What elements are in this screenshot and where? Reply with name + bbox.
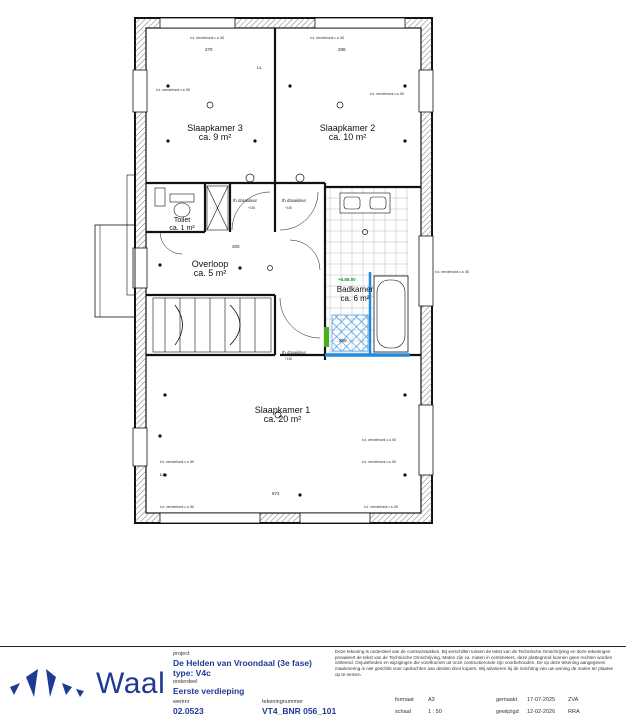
staircase	[153, 298, 271, 352]
plus-150: +150	[285, 357, 293, 361]
room-area-overloop: ca. 5 m²	[193, 268, 227, 278]
room-area-slaapkamer-3: ca. 9 m²	[198, 132, 232, 142]
room-name-overloop: Overloop	[191, 259, 229, 269]
floor-level-marker: +6.88.00	[338, 277, 356, 282]
dimension-572: 572	[272, 491, 280, 496]
draaideur-label-bottom: th draaideur	[282, 350, 307, 355]
sill-label-bottom-left: b.k. vensterbank c.a. 88	[160, 505, 194, 509]
project-caption: project	[173, 651, 190, 657]
room-name-slaapkamer-1: Slaapkamer 1	[254, 405, 311, 415]
shower-area	[332, 315, 368, 351]
gewijzigd-by: RRA	[568, 709, 580, 715]
waal-logo-icon	[8, 663, 98, 701]
title-block	[0, 646, 626, 723]
sill-label-left-upper: b.k. vensterbank c.a. 88	[156, 88, 190, 92]
tekeningnummer-caption: tekeningnummer	[262, 699, 303, 705]
company-logo-text: Waal	[96, 667, 166, 700]
dimension-288: 288	[338, 47, 346, 52]
sill-label-right-middle: b.k. vensterbank c.a. 88	[435, 270, 469, 274]
dimension-270: 270	[205, 47, 213, 52]
gewijzigd-date: 12-02-2026	[527, 709, 556, 715]
gemaakt-caption: gemaakt	[496, 697, 518, 703]
neg-150-right: +150	[285, 206, 293, 210]
gemaakt-date: 17-07-2025	[527, 697, 556, 703]
sill-label-right-lower: b.k. vensterbank c.a. 88	[362, 438, 396, 442]
closets	[207, 186, 228, 230]
werknr-caption: werknr	[173, 699, 190, 705]
toilet-fixture	[155, 188, 194, 217]
formaat-caption: formaat	[395, 697, 414, 703]
room-area-slaapkamer-1: ca. 20 m²	[263, 414, 302, 424]
onderdeel-caption: onderdeel	[173, 679, 198, 685]
room-area-toilet: ca. 1 m²	[169, 225, 195, 232]
draaideur-label-right: th draaideur	[282, 198, 307, 203]
room-area-badkamer: ca. 6 m²	[340, 294, 370, 303]
double-sink	[340, 193, 390, 213]
green-marker	[324, 327, 329, 347]
sill-label-right-upper: b.k. vensterbank c.a. 88	[370, 92, 404, 96]
sill-label-top-right: b.k. vensterbank c.a. 88	[310, 36, 344, 40]
werknr-value: 02.0523	[173, 706, 204, 716]
schaal-value: 1 : 50	[428, 709, 442, 715]
room-name-toilet: Toilet	[173, 217, 191, 224]
balcony-element	[95, 225, 135, 317]
dimension-250: 250	[339, 338, 347, 343]
formaat-value: A3	[428, 697, 435, 703]
room-name-slaapkamer-3: Slaapkamer 3	[187, 123, 243, 133]
gemaakt-by: ZVA	[568, 697, 579, 703]
room-area-slaapkamer-2: ca. 10 m²	[328, 132, 367, 142]
project-name: De Helden van Vroondaal (3e fase)	[173, 658, 312, 668]
tekeningnummer-value: VT4_BNR 056_101	[262, 706, 337, 716]
room-name-slaapkamer-2: Slaapkamer 2	[319, 123, 376, 133]
ll-marker: LL	[257, 65, 263, 70]
sill-label-left-lower: b.k. vensterbank c.a. 88	[160, 460, 194, 464]
project-type: type: V4c	[173, 668, 211, 678]
gewijzigd-caption: gewijzigd	[496, 709, 519, 715]
room-name-badkamer: Badkamer	[336, 285, 374, 294]
sill-label-bottom-right: b.k. vensterbank c.a. 88	[362, 460, 396, 464]
ll-marker-bottom: LL	[160, 472, 166, 477]
dimension-300: 300	[232, 244, 240, 249]
neg-150-left: +150	[248, 206, 256, 210]
sill-label-bottom-right-2: b.k. vensterbank c.a. 88	[364, 505, 398, 509]
onderdeel-value: Eerste verdieping	[173, 686, 245, 696]
schaal-caption: schaal	[395, 709, 411, 715]
draaideur-label-left: th draaideur	[233, 198, 258, 203]
sill-label-top-left: b.k. vensterbank c.a. 88	[190, 36, 224, 40]
disclaimer-note: Deze tekening is onderdeel van de contractstukken. Bij verschillen tussen de tekst van de Technische Omschrijving en deze tekeningen prevaleert de tekst van de Technische Omschrijving. Maten zijn ca. maten in centimeters, deze plattegrond kunnen geen rechten worden ontleend. Onjuistheden en wijzigingen die voortkomen uit onze contructieronde zijn voorbehouden. De op deze tekening aangegeven maatvoering is niet geschikt voor opdrachten aan derden door kopers. Wij adviseren bij de inrichting van uw woning de maten ter plaatse op te nemen.	[335, 649, 614, 677]
